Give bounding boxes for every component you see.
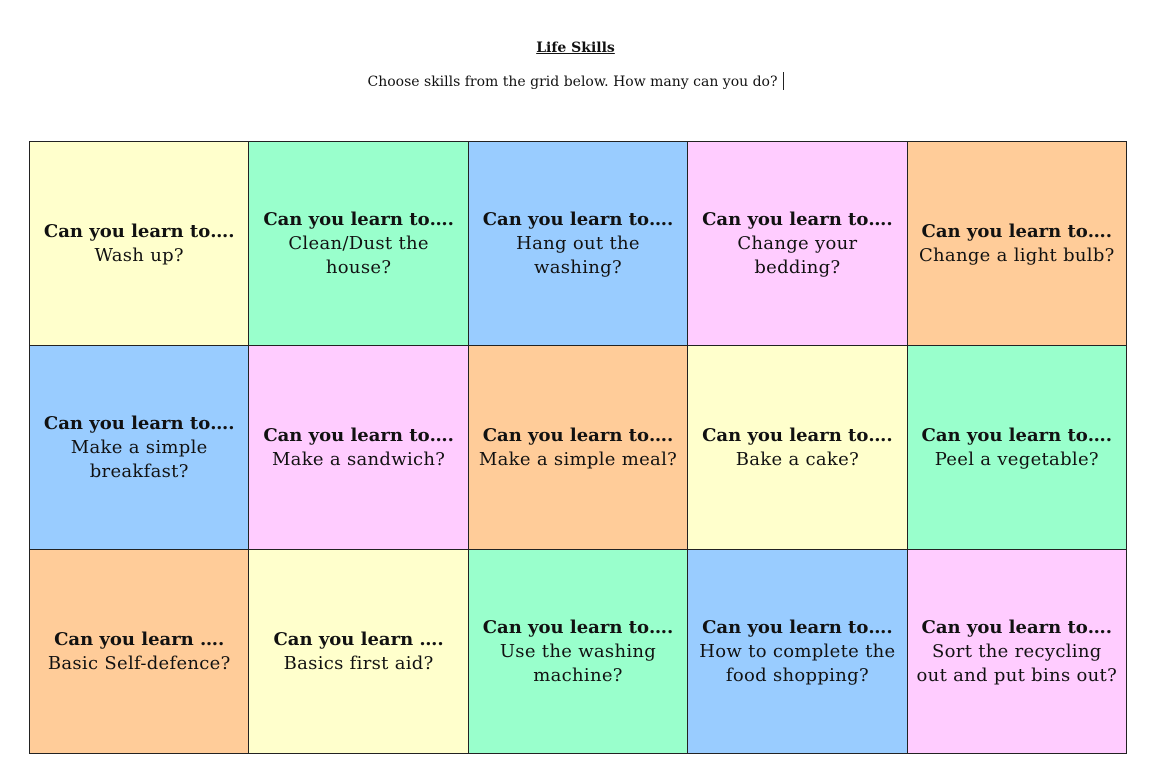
skill-text: How to complete the food shopping?: [699, 640, 896, 686]
page-title: Life Skills: [536, 40, 615, 56]
skill-prompt: Can you learn to….: [43, 220, 235, 242]
skill-text: Sort the recycling out and put bins out?: [916, 640, 1118, 686]
skill-cell: [30, 550, 249, 754]
skill-cell: [249, 550, 468, 754]
skill-prompt: Can you learn ….: [54, 628, 225, 650]
skill-prompt: Can you learn to….: [263, 208, 454, 230]
skill-text: Basics first aid?: [283, 652, 434, 674]
skill-prompt: Can you learn ….: [273, 628, 444, 650]
skill-cell: [249, 142, 468, 346]
skill-cell: [249, 346, 468, 550]
skill-text: Wash up?: [94, 244, 184, 266]
skill-text: Clean/Dust the house?: [288, 232, 429, 278]
skill-text: Make a simple meal?: [478, 448, 678, 470]
skill-cell: [908, 550, 1127, 754]
skill-cell: [908, 142, 1127, 346]
skill-prompt: Can you learn to….: [702, 424, 893, 446]
skill-text: Make a sandwich?: [271, 448, 446, 470]
text-cursor: [783, 72, 784, 90]
skill-prompt: Can you learn to….: [263, 424, 454, 446]
skill-prompt: Can you learn to….: [921, 424, 1113, 446]
skill-cell: [688, 550, 907, 754]
subtitle-text: Choose skills from the grid below. How many can you do?: [367, 74, 778, 90]
skill-text: Bake a cake?: [735, 448, 860, 470]
subtitle-line[interactable]: [0, 72, 1151, 90]
skill-cell: [469, 550, 688, 754]
skill-prompt: Can you learn to….: [921, 616, 1113, 638]
skill-cell: [688, 142, 907, 346]
skill-cell: [469, 142, 688, 346]
skill-text: Use the washing machine?: [499, 640, 657, 686]
skill-cell: [908, 346, 1127, 550]
skill-cell: [469, 346, 688, 550]
skill-prompt: Can you learn to….: [921, 220, 1113, 242]
skill-cell: [30, 142, 249, 346]
skill-prompt: Can you learn to….: [702, 208, 893, 230]
skills-grid: [29, 141, 1127, 754]
skill-cell: [30, 346, 249, 550]
skill-text: Peel a vegetable?: [934, 448, 1099, 470]
skill-prompt: Can you learn to….: [702, 616, 893, 638]
skill-prompt: Can you learn to….: [43, 412, 235, 434]
skill-text: Change a light bulb?: [918, 244, 1115, 266]
skill-cell: [688, 346, 907, 550]
skill-text: Basic Self-defence?: [47, 652, 231, 674]
skill-prompt: Can you learn to….: [482, 616, 674, 638]
skill-prompt: Can you learn to….: [482, 208, 674, 230]
skill-text: Hang out the washing?: [516, 232, 640, 278]
skill-prompt: Can you learn to….: [482, 424, 674, 446]
skill-text: Make a simple breakfast?: [70, 436, 208, 482]
skill-text: Change your bedding?: [737, 232, 858, 278]
